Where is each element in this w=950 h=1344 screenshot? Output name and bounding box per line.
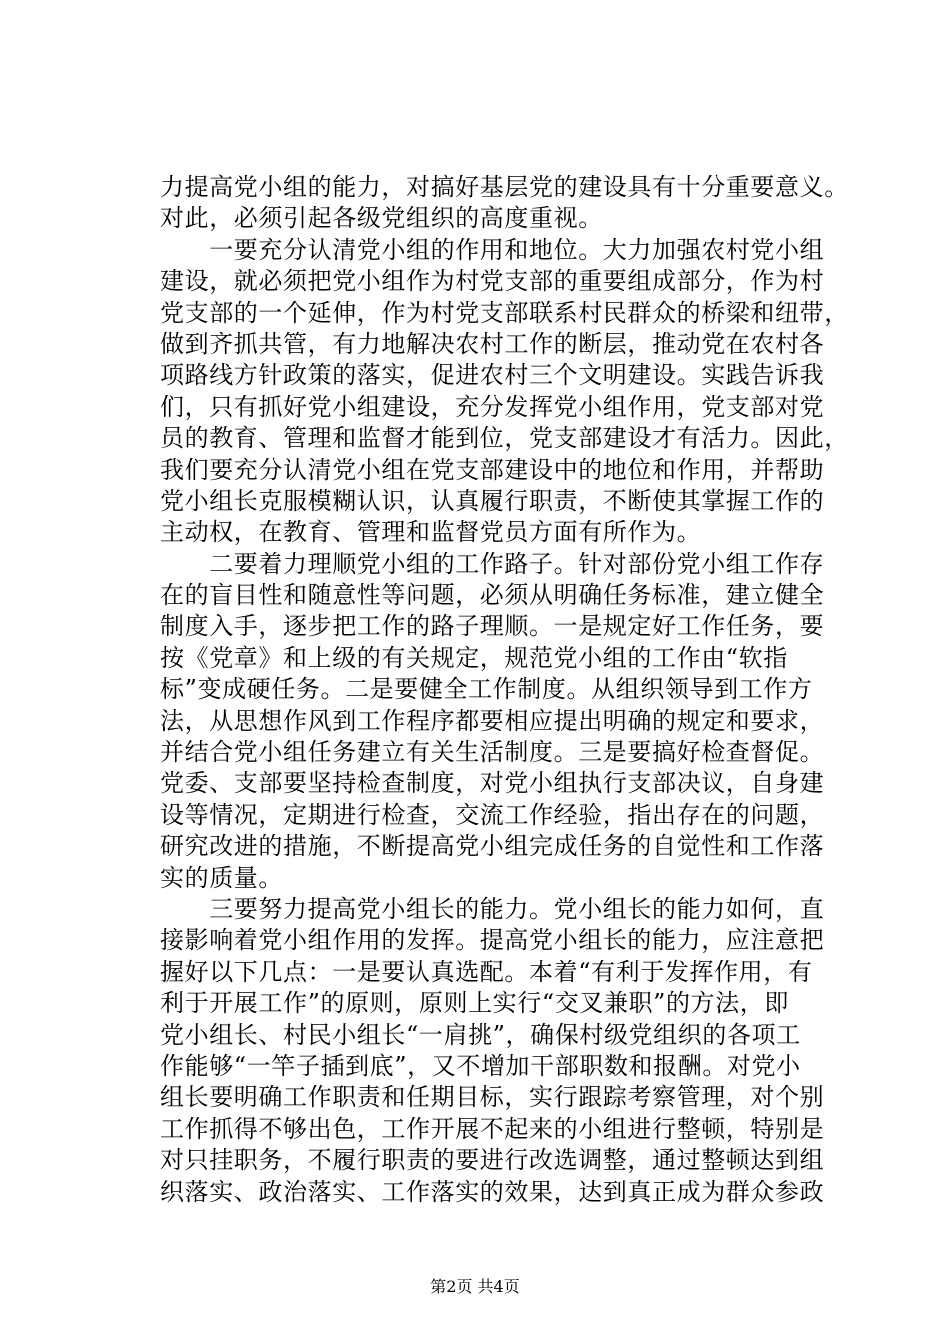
text-line: 组长要明确工作职责和任期目标，实行跟踪考察管理，对个别	[160, 1083, 825, 1112]
text-line: 三要努力提高党小组长的能力。党小组长的能力如何，直	[160, 894, 825, 923]
text-line: 主动权，在教育、管理和监督党员方面有所作为。	[160, 518, 702, 547]
text-line: 标”变成硬任务。二是要健全工作制度。从组织领导到工作方	[160, 675, 813, 704]
text-line: 党小组长、村民小组长“一肩挑”，确保村级党组织的各项工	[160, 1020, 801, 1049]
text-line: 我们要充分认清党小组在党支部建设中的地位和作用，并帮助	[160, 455, 825, 484]
text-line: 设等情况，定期进行检查，交流工作经验，指出存在的问题，	[160, 800, 825, 829]
text-line: 织落实、政治落实、工作落实的效果，达到真正成为群众参政	[160, 1177, 825, 1206]
text-line: 工作抓得不够出色，工作开展不起来的小组进行整顿，特别是	[160, 1114, 825, 1143]
page-footer: 第2页 共4页	[430, 1277, 520, 1296]
text-line: 对此，必须引起各级党组织的高度重视。	[160, 204, 603, 233]
text-line: 接影响着党小组作用的发挥。提高党小组长的能力，应注意把	[160, 926, 825, 955]
text-line: 利于开展工作”的原则，原则上实行“交叉兼职”的方法，即	[160, 989, 790, 1018]
text-line: 研究改进的措施，不断提高党小组完成任务的自觉性和工作落	[160, 832, 825, 861]
text-line: 做到齐抓共管，有力地解决农村工作的断层，推动党在农村各	[160, 329, 825, 358]
text-line: 党小组长克服模糊认识，认真履行职责，不断使其掌握工作的	[160, 486, 825, 515]
text-line: 按《党章》和上级的有关规定，规范党小组的工作由“软指	[160, 643, 788, 672]
text-line: 实的质量。	[160, 863, 283, 892]
text-line: 力提高党小组的能力，对搞好基层党的建设具有十分重要意义。	[160, 173, 849, 201]
text-line: 们，只有抓好党小组建设，充分发挥党小组作用，党支部对党	[160, 392, 825, 421]
text-line: 握好以下几点：一是要认真选配。本着“有利于发挥作用，有	[160, 957, 813, 986]
text-line: 对只挂职务，不履行职责的要进行改选调整，通过整顿达到组	[160, 1146, 825, 1175]
body-text	[160, 172, 860, 1208]
text-line: 法，从思想作风到工作程序都要相应提出明确的规定和要求，	[160, 706, 825, 735]
text-line: 一要充分认清党小组的作用和地位。大力加强农村党小组	[160, 235, 825, 264]
text-line: 并结合党小组任务建立有关生活制度。三是要搞好检查督促。	[160, 738, 825, 767]
text-line: 党委、支部要坚持检查制度，对党小组执行支部决议，自身建	[160, 769, 825, 798]
text-line: 项路线方针政策的落实，促进农村三个文明建设。实践告诉我	[160, 361, 825, 390]
text-line: 制度入手，逐步把工作的路子理顺。一是规定好工作任务，要	[160, 612, 825, 641]
text-line: 二要着力理顺党小组的工作路子。针对部份党小组工作存	[160, 549, 825, 578]
text-line: 建设，就必须把党小组作为村党支部的重要组成部分，作为村	[160, 267, 825, 296]
text-line: 作能够“一竿子插到底”，又不增加干部职数和报酬。对党小	[160, 1051, 801, 1080]
text-line: 员的教育、管理和监督才能到位，党支部建设才有活力。因此，	[160, 424, 849, 453]
text-line: 在的盲目性和随意性等问题，必须从明确任务标准，建立健全	[160, 581, 825, 610]
text-line: 党支部的一个延伸，作为村党支部联系村民群众的桥梁和纽带，	[160, 298, 849, 327]
